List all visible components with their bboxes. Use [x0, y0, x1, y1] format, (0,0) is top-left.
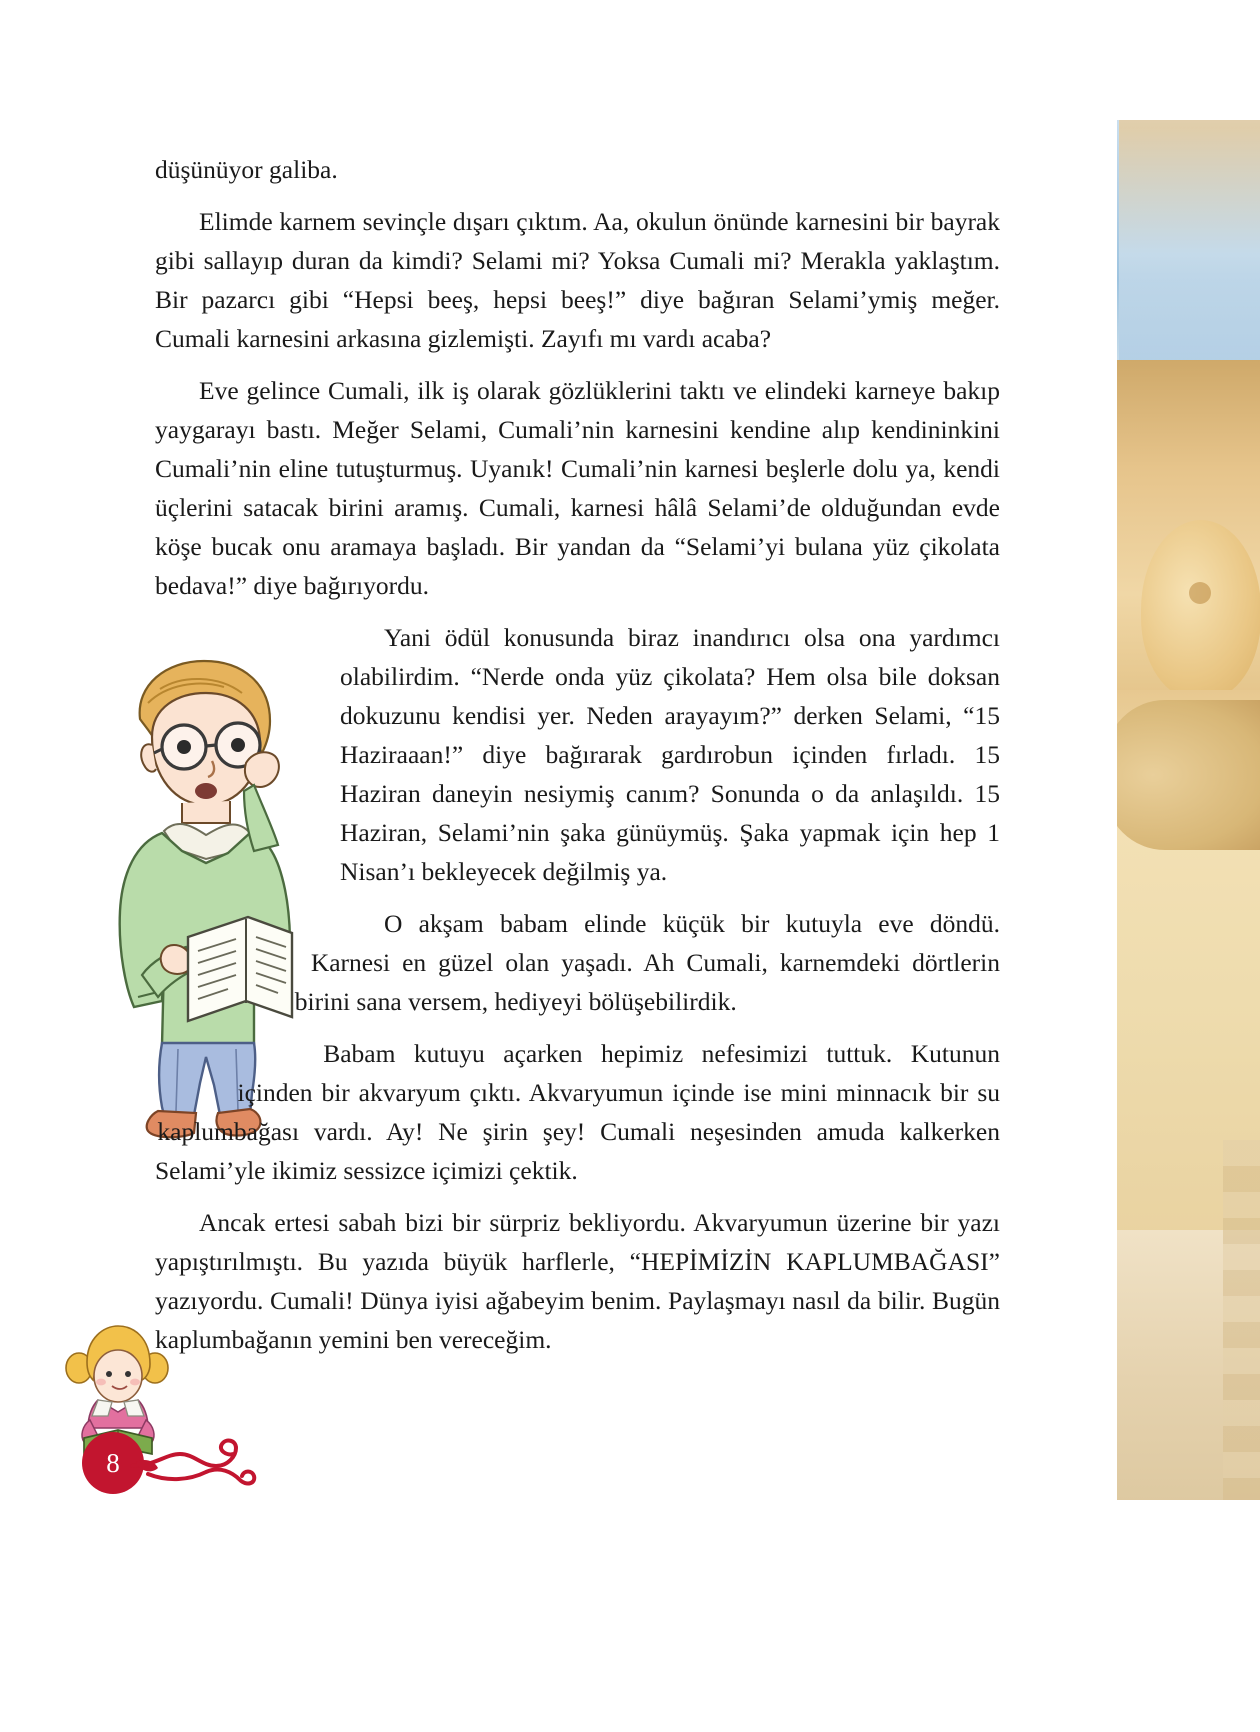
girl-face [94, 1350, 142, 1402]
table-edge-shape [1105, 700, 1260, 850]
paragraph-gap [155, 605, 1000, 618]
left-margin-mask [1105, 0, 1117, 1732]
bottom-white-region [1105, 1500, 1260, 1732]
paragraph-evening: O akşam babam elinde küçük bir kutuyla eve döndü. Karnesi en güzel olan yaşadı. Ah Cumali, karnemdeki dörtlerin birini sana versem, hediyeyi bölüşebilirdik. [294, 909, 1000, 1016]
paragraph-report-card: Elimde karnem sevinçle dışarı çıktım. Aa, okulun önünde karnesini bir bayrak gibi sallayıp duran da kimdi? Selami mi? Yoksa Cumali mi? Merakla yaklaştım. Bir pazarcı gibi “Hepsi beeş, hepsi beeş!” diye bağıran Selami’ymiş meğer. Cumali karnesini arkasına gizlemişti. Zayıfı mı vardı acaba? [155, 207, 1000, 353]
right-edge-room-scene-illustration [1105, 0, 1260, 1732]
wall-knob-shape [1189, 582, 1211, 604]
paragraph-gap [155, 189, 1000, 202]
red-swirl-ornament [128, 1432, 258, 1494]
paragraph-surprise: Ancak ertesi sabah bizi bir sürpriz bekliyordu. Akvaryumun üzerine bir yazı yapıştırılmıştı. Bu yazıda büyük harflerle, “HEPİMİZİN KAPLUMBAĞASI” yazıyordu. Cumali! Dünya iyisi ağabeyim benim. Paylaşmayı nasıl da bilir. Bugün kaplumbağanın yemini ben vereceğim. [155, 1208, 1000, 1354]
floor-stripe-pattern [1223, 1140, 1260, 1540]
illustration-wrap-zone [155, 618, 1000, 1190]
top-margin-mask [1105, 0, 1260, 120]
paragraph-gap [155, 358, 1000, 371]
girl-eye-right [125, 1371, 131, 1377]
boy-illustration-text-wrap [155, 618, 340, 1113]
page-number: 8 [106, 1447, 120, 1478]
paragraph-prize: Yani ödül konusunda biraz inandırıcı olsa ona yardımcı olabilirdim. “Nerde onda yüz çikolata? Hem olsa bile doksan dokuzunu kendisi yer. Neden arayayım?” derken Selami, “15 Haziraaan!” diye bağırarak gardırobun içinden fırladı. 15 Haziran daneyin nesiymiş canım? Sonunda o da anlaşıldı. 15 Haziran, Selami’nin şaka günüymüş. Şaka yapmak için hep 1 Nisan’ı bekleyecek değilmiş ya. [340, 623, 1000, 886]
paragraph-box: Babam kutuyu açarken hepimiz nefesimizi tuttuk. Kutunun içinden bir akvaryum çıktı. Akvaryumun içinde ise mini minnacık bir su kaplumbağası vardı. Ay! Ne şirin şey! Cumali neşesinden amuda kalkerken Selami’yle ikimiz sessizce içimizi çektik. [155, 1039, 1000, 1185]
paragraph-gap [155, 1190, 1000, 1203]
girl-eye-left [106, 1371, 112, 1377]
paragraph-continuation: düşünüyor galiba. [155, 155, 338, 184]
paragraph-coming-home: Eve gelince Cumali, ilk iş olarak gözlüklerini taktı ve elindeki karneye bakıp yaygarayı bastı. Meğer Selami, Cumali’nin karnesini kendine alıp kendininkini Cumali’nin eline tutuşturmuş. Uyanık! Cumali’nin karnesi beşlerle dolu ya, kendi üçlerini satacak birini aramış. Cumali, karnesi hâlâ Selami’de olduğundan evde köşe bucak onu aramaya başladı. Bir yandan da “Selami’yi bulana yüz çikolata bedava!” diye bağırıyordu. [155, 376, 1000, 600]
lamp-shade-shape [1141, 520, 1260, 700]
page-text-column [155, 150, 1000, 1359]
